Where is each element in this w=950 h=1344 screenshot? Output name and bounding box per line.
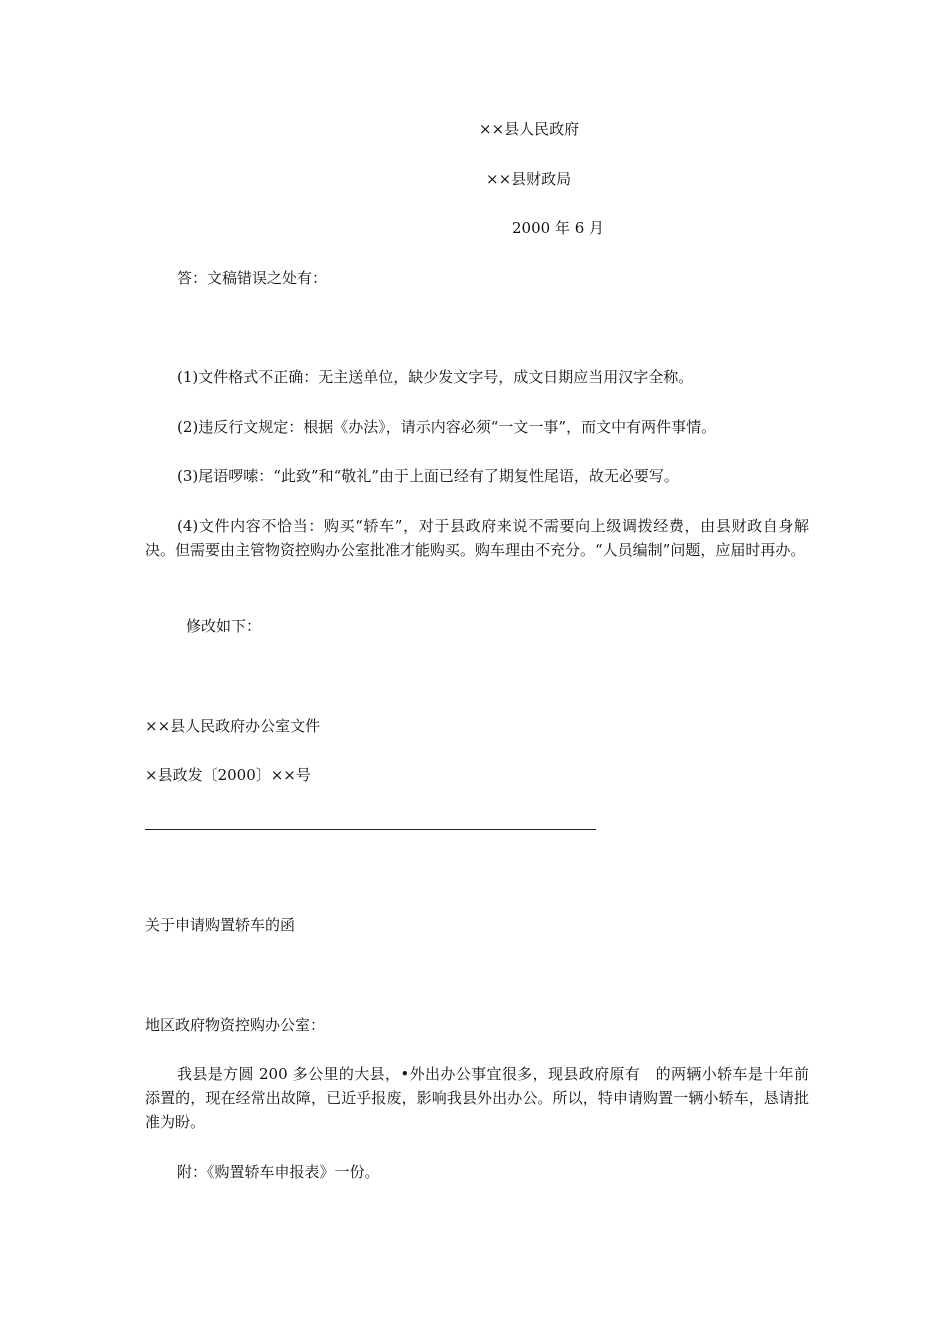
error-item-3: (3)尾语啰嗦：“此致”和“敬礼”由于上面已经有了期复性尾语，故无必要写。 <box>177 467 679 485</box>
revised-attachment: 附：《购置轿车申报表》一份。 <box>177 1163 380 1181</box>
signature-finance-bureau: ××县财政局 <box>486 170 572 188</box>
revised-document-header: ××县人民政府办公室文件 <box>145 717 321 735</box>
signature-date: 2000 年 6 月 <box>512 219 605 237</box>
revised-body: 我县是方圆 200 多公里的大县，•外出办公事宜很多，现县政府原有 的两辆小轿车是十年前添置的，现在经常出故障，已近乎报废，影响我县外出办公。所以，特申请购置一辆小轿车，恳请批准为盼。 <box>145 1065 809 1131</box>
revised-recipient: 地区政府物资控购办公室： <box>145 1016 326 1034</box>
signature-county-government: ××县人民政府 <box>479 120 580 138</box>
revision-intro: 修改如下： <box>186 617 262 635</box>
error-item-4: (4)文件内容不恰当：购买“轿车”，对于县政府来说不需要向上级调拨经费，由县财政自身解决。但需要由主管物资控购办公室批准才能购买。购车理由不充分。“人员编制”问题，应届时再办。 <box>145 517 809 559</box>
error-item-2: (2)违反行文规定：根据《办法》，请示内容必须“一文一事”，而文中有两件事情。 <box>177 418 717 436</box>
header-divider-line <box>145 829 596 830</box>
revised-document-number: ×县政发〔2000〕××号 <box>145 766 311 784</box>
revised-document-title: 关于申请购置轿车的函 <box>145 916 296 934</box>
error-item-1: (1)文件格式不正确：无主送单位，缺少发文字号，成文日期应当用汉字全称。 <box>177 368 694 386</box>
answer-intro: 答：文稿错误之处有： <box>177 269 328 287</box>
